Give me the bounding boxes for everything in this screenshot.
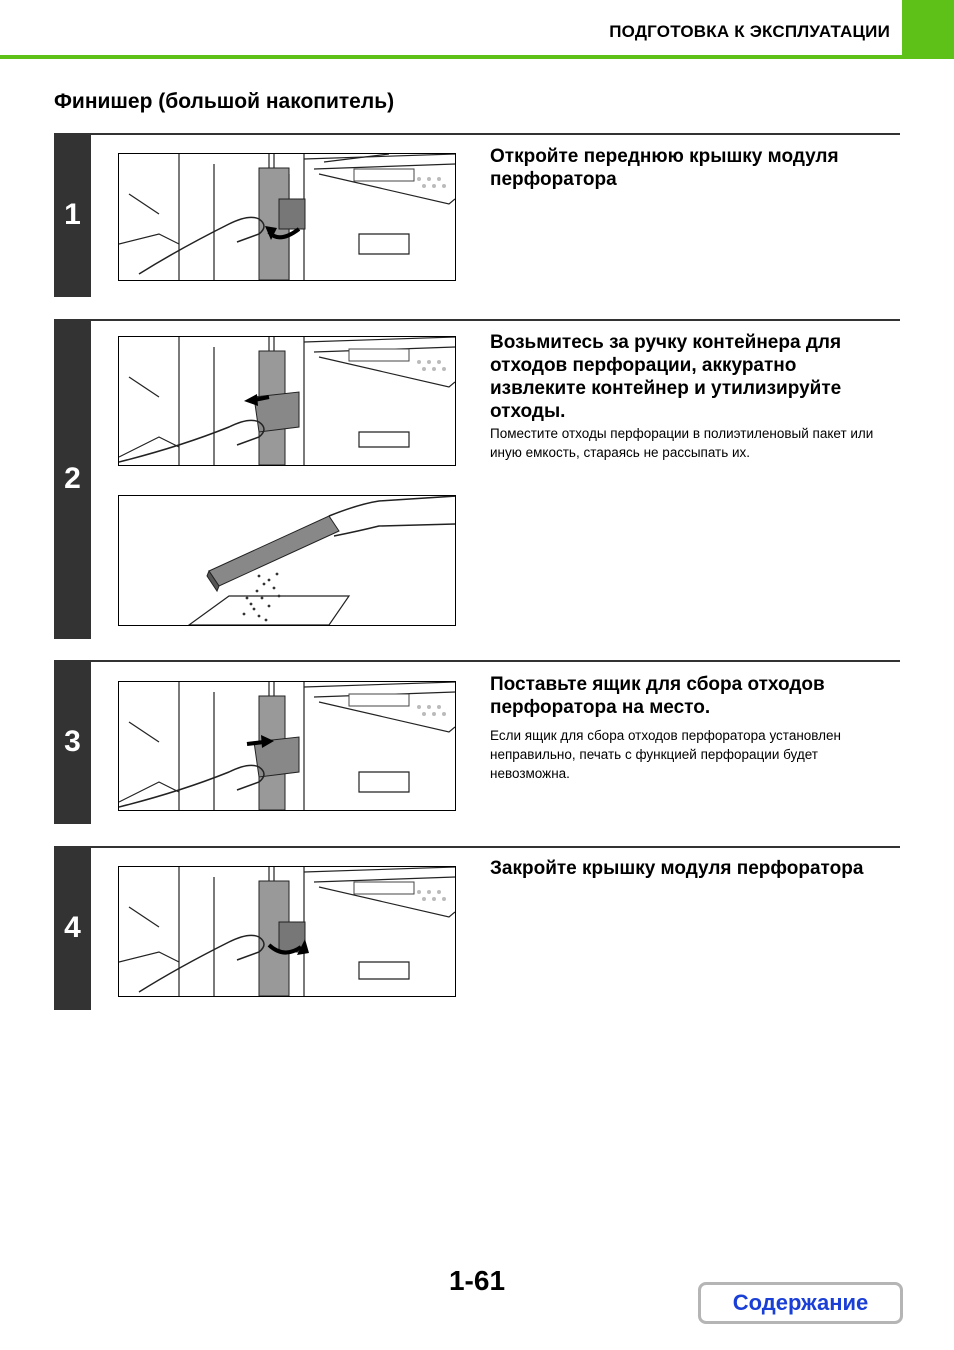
step-note: Если ящик для сбора отходов перфоратора установлен неправильно, печать с функцией перфорации будет невозможна. — [490, 728, 841, 781]
step-number: 1 — [54, 133, 91, 297]
step-3 — [54, 660, 900, 824]
step-heading: Возьмитесь за ручку контейнера для отходов перфорации, аккуратно извлеките контейнер и утилизируйте отходы. — [490, 332, 842, 422]
illustration-remove-container — [118, 336, 456, 466]
illustration-close-cover — [118, 866, 456, 997]
step-number: 2 — [54, 319, 91, 639]
step-note: Поместите отходы перфорации в полиэтиленовый пакет или иную емкость, стараясь не рассыпать их. — [490, 426, 874, 460]
step-divider — [54, 319, 900, 321]
header-title: ПОДГОТОВКА К ЭКСПЛУАТАЦИИ — [609, 22, 890, 41]
page-header — [0, 0, 954, 60]
step-4 — [54, 846, 900, 1010]
step-divider — [54, 660, 900, 662]
step-1 — [54, 133, 900, 297]
step-heading: Откройте переднюю крышку модуля перфоратора — [490, 146, 839, 190]
step-number: 3 — [54, 660, 91, 824]
illustration-insert-container — [118, 681, 456, 811]
header-accent-line — [0, 55, 954, 59]
step-heading: Поставьте ящик для сбора отходов перфоратора на место. — [490, 674, 825, 718]
page-number: 1-61 — [448, 1265, 506, 1296]
contents-button[interactable]: Содержание — [698, 1282, 903, 1324]
illustration-open-cover — [118, 153, 456, 281]
illustration-empty-waste — [118, 495, 456, 626]
step-heading: Закройте крышку модуля перфоратора — [490, 858, 864, 879]
step-divider — [54, 133, 900, 135]
header-accent-tab — [902, 0, 954, 55]
step-number: 4 — [54, 846, 91, 1010]
step-divider — [54, 846, 900, 848]
section-title: Финишер (большой накопитель) — [54, 90, 395, 113]
step-2 — [54, 319, 900, 639]
